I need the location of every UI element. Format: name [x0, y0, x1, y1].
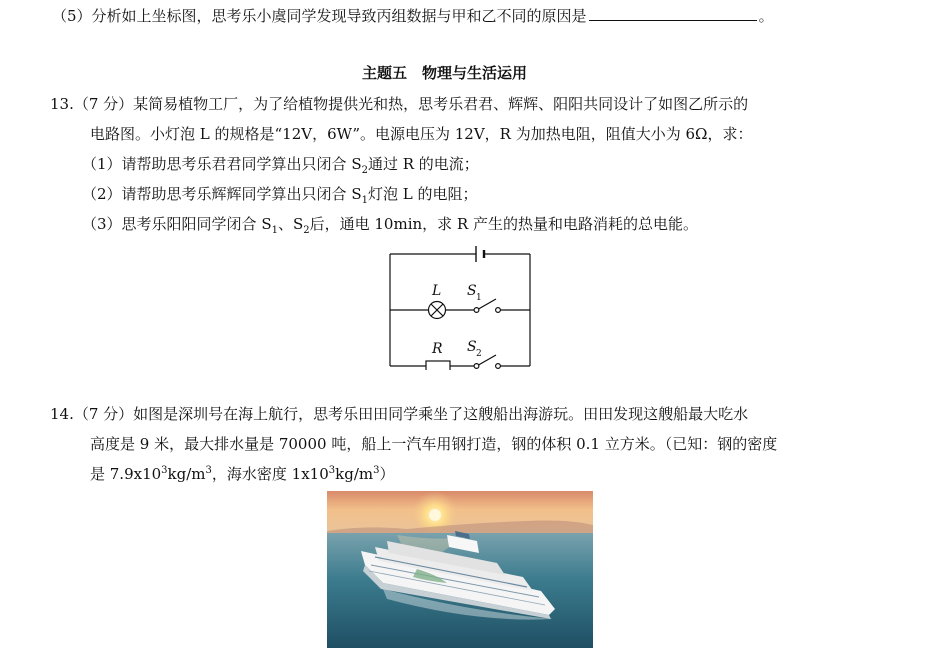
q13-q2-sub: 1	[361, 195, 368, 206]
q14-line3-e: ）	[379, 465, 395, 483]
resistor-icon	[426, 361, 450, 370]
q13-line1: 13.（7 分）某简易植物工厂，为了给植物提供光和热，思考乐君君、辉辉、阳阳共同设计了如图乙所示的	[50, 95, 749, 113]
q13-q3-text-end: 后，通电 10min，求 R 产生的热量和电路消耗的总电能。	[309, 215, 698, 233]
q12-part5-suffix: 。	[758, 7, 774, 25]
lamp-label: L	[432, 283, 442, 299]
q13-subquestion-1	[82, 154, 479, 174]
q12-part5-text: （5）分析如上坐标图，思考乐小虞同学发现导致丙组数据与甲和乙不同的原因是	[52, 7, 587, 25]
answer-blank[interactable]	[589, 6, 757, 21]
section-title: 主题五 物理与生活运用	[362, 64, 528, 82]
q14-line3	[90, 464, 394, 484]
q14-line3-a: 是 7.9x10	[90, 465, 162, 483]
switch1-label: S	[467, 283, 477, 299]
resistor-branch	[390, 355, 530, 370]
q14-line3-d: kg/m	[335, 465, 374, 483]
q13-subquestion-3	[82, 214, 698, 234]
q14-line3-sup3: 3	[328, 465, 336, 476]
q14-line2: 高度是 9 米，最大排水量是 70000 吨，船上一汽车用钢打造，钢的体积 0.1 立方米。（已知：钢的密度	[90, 435, 778, 453]
q13-q3-text: （3）思考乐阳阳同学闭合 S	[82, 215, 272, 233]
q13-q2-text-end: 灯泡 L 的电阻；	[367, 185, 478, 203]
q12-part5-line	[52, 6, 774, 26]
q13-line2: 电路图。小灯泡 L 的规格是“12V，6W”。电源电压为 12V，R 为加热电阻，阻值大小为 6Ω，求：	[90, 125, 753, 143]
switch1-sub: 1	[476, 293, 482, 303]
q13-q3-mid: 、S	[277, 215, 304, 233]
q13-q1-text-end: 通过 R 的电流；	[367, 155, 479, 173]
resistor-label: R	[432, 341, 443, 357]
battery-icon	[390, 246, 530, 262]
q13-q1-text: （1）请帮助思考乐君君同学算出只闭合 S	[82, 155, 362, 173]
circuit-diagram	[388, 244, 534, 370]
q14-line3-sup1: 3	[161, 465, 168, 476]
lamp-branch	[390, 299, 530, 319]
q13-q3-sub1: 1	[271, 225, 278, 236]
q13-subquestion-2	[82, 184, 477, 204]
q14-line1: 14.（7 分）如图是深圳号在海上航行，思考乐田田同学乘坐了这艘船出海游玩。田田发现这艘船最大吃水	[50, 405, 749, 423]
q13-q1-sub: 2	[361, 165, 368, 176]
q14-line3-b: kg/m	[167, 465, 206, 483]
q14-line3-sup2: 3	[205, 465, 212, 476]
q13-q3-sub2: 2	[303, 225, 310, 236]
q14-line3-sup4: 3	[373, 465, 380, 476]
cruise-ship-photo	[327, 491, 593, 648]
switch2-sub: 2	[476, 349, 482, 359]
lamp-icon	[429, 302, 446, 319]
q14-line3-c: ，海水密度 1x10	[211, 465, 329, 483]
switch2-label: S	[467, 339, 477, 355]
q13-q2-text: （2）请帮助思考乐辉辉同学算出只闭合 S	[82, 185, 362, 203]
